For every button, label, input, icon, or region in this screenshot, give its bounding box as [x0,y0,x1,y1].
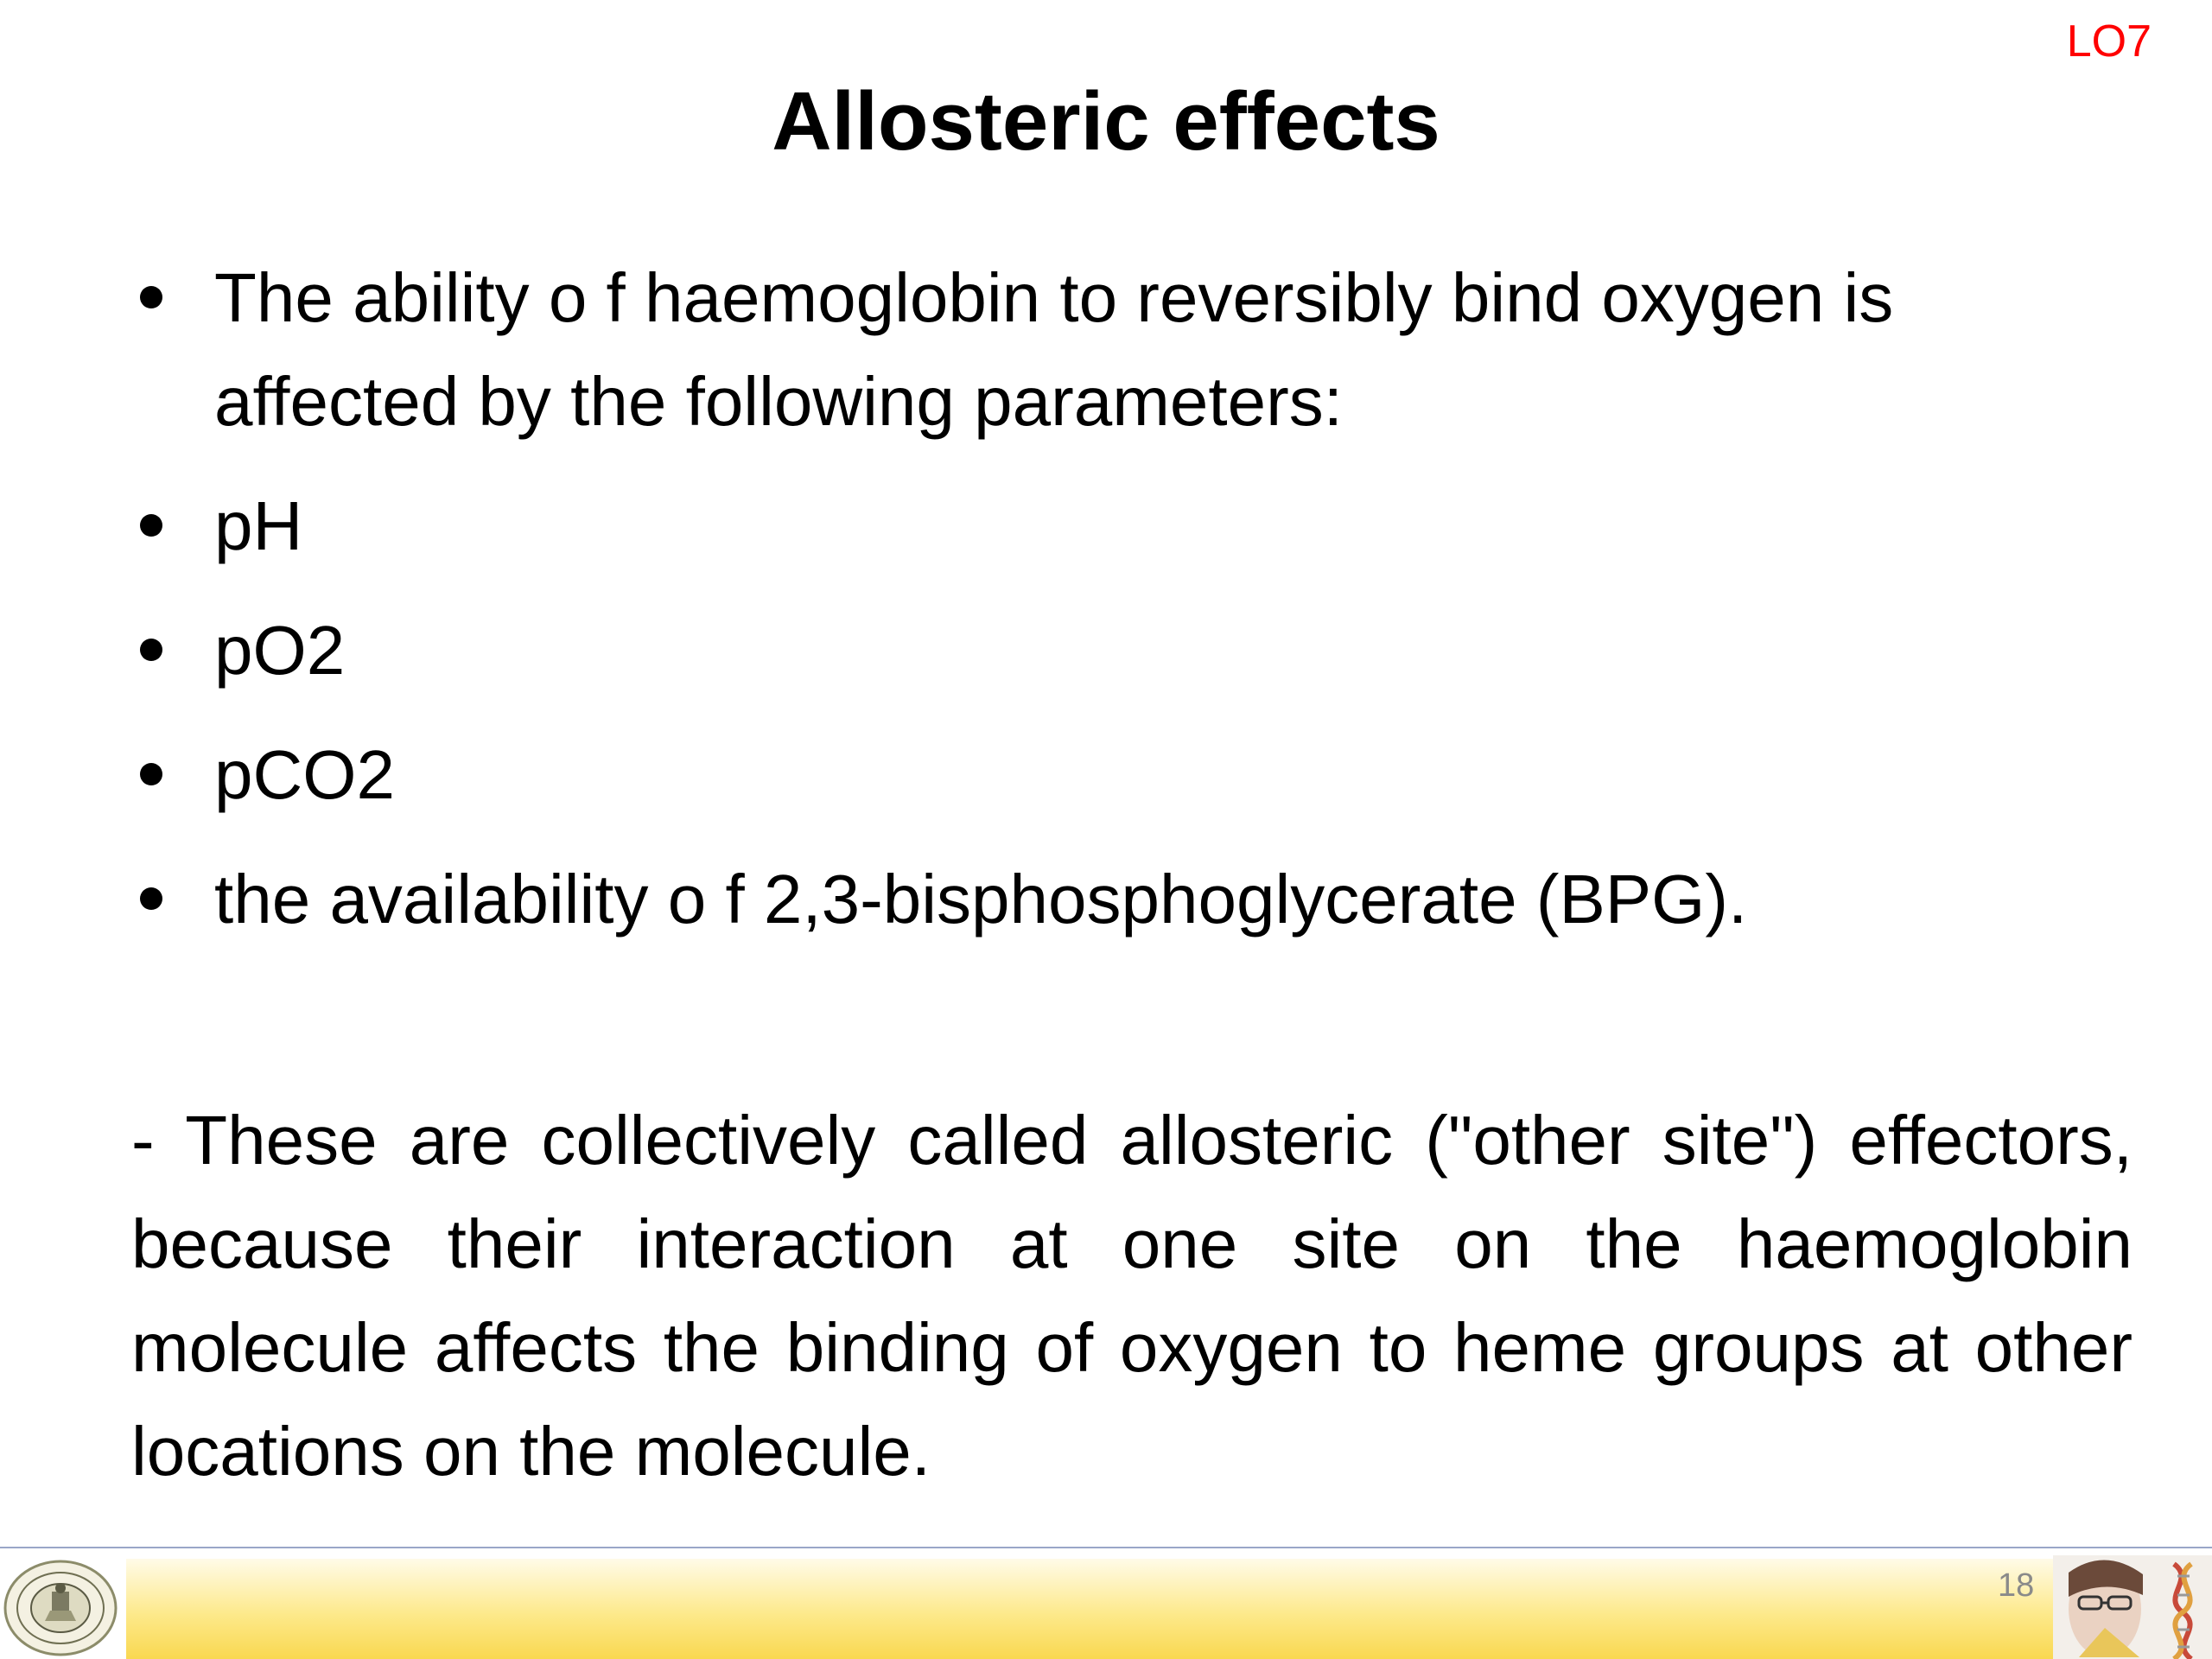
slide-title: Allosteric effects [772,75,1440,168]
bullet-item [130,723,2134,827]
footer-bar [126,1559,2053,1659]
bullet-text: pCO2 [214,736,395,813]
bullet-icon [140,887,162,910]
bullet-text: pO2 [214,612,346,689]
bullet-text: pH [214,487,303,564]
bullet-item [130,848,2134,951]
bullet-item [130,246,2134,454]
bullet-item [130,599,2134,702]
body-paragraph: - These are collectively called allosteric ("other site") effectors, because their interaction at one site on the haemoglobin molecule affects the binding of oxygen to heme groups at other locations on the molecule. [131,1102,2133,1490]
bullet-icon [140,763,162,785]
bullet-item [130,474,2134,578]
university-seal-icon [2,1559,119,1657]
lo-tag: LO7 [2066,16,2152,67]
page-number: 18 [1998,1567,2035,1604]
researcher-dna-photo [2053,1555,2212,1659]
slide-footer [0,1547,2212,1659]
bullet-icon [140,639,162,661]
bullet-icon [140,514,162,537]
bullet-text: the availability o f 2,3-bisphosphoglycerate (BPG). [214,861,1748,938]
bullet-icon [140,286,162,308]
bullet-text: The ability o f haemoglobin to reversibly bind oxygen is affected by the following parameters: [214,259,1894,440]
bullet-list [130,246,2134,972]
